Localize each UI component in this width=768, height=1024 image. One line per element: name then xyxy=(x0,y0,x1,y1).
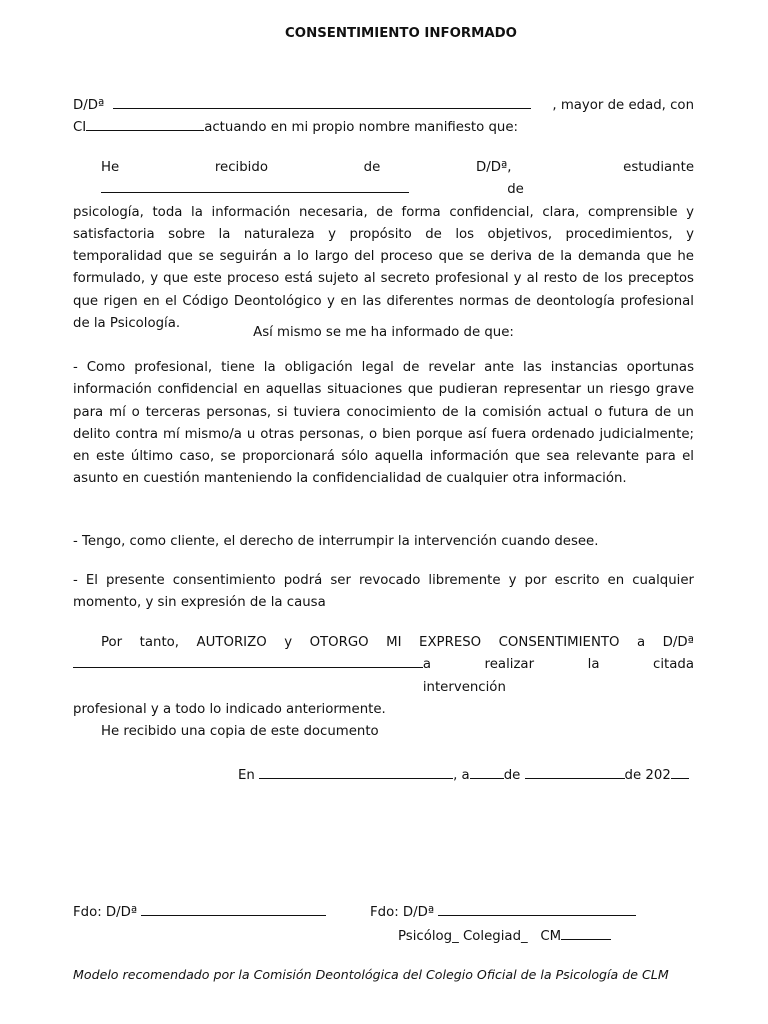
bullet-confidentiality: - Como profesional, tiene la obligación legal de revelar ante las instancias oportunas información confidencial en aquellas situaciones que pudieran representar un riesgo grave para mí o terceras personas, si tuviera conocimiento de la comisión actual o futura de un delito contra mí mismo/a u otras personas, o bien porque así fuera ordenado judicialmente; en este último caso, se proporcionará sólo aquella información que sea relevante para el asunto en cuestión manteniendo la confidencialidad de cualquier otra información. xyxy=(73,360,694,487)
bullet-interrupt-right: - Tengo, como cliente, el derecho de interrumpir la intervención cuando desee. xyxy=(73,534,599,549)
client-name-blank[interactable] xyxy=(113,95,531,109)
copy-received: He recibido una copia de este documento xyxy=(101,724,379,739)
client-signature xyxy=(73,902,326,924)
right-sign-label: Fdo: D/Dª xyxy=(370,905,435,920)
footer-note: Modelo recomendado por la Comisión Deontológica del Colegio Oficial de la Psicología de CLM xyxy=(73,967,669,982)
intro-suffix: , mayor de edad, con xyxy=(552,98,694,113)
auth-word: Por xyxy=(101,635,123,650)
auth-word: tanto, xyxy=(139,635,180,650)
left-sign-label: Fdo: D/Dª xyxy=(73,905,138,920)
auth-word: y xyxy=(284,635,293,650)
paragraph-received-info xyxy=(73,157,694,335)
auth-word: EXPRESO xyxy=(419,635,482,650)
auth-after-blank: a realizar la citada intervención xyxy=(422,657,694,695)
auth-word: CONSENTIMIENTO xyxy=(498,635,620,650)
para1-start: He recibido de D/Dª xyxy=(101,160,508,175)
date-line xyxy=(238,765,689,787)
authorize-paragraph xyxy=(73,632,694,721)
authorized-psychologist-blank[interactable] xyxy=(73,654,423,668)
informed-heading: Así mismo se me ha informado de que: xyxy=(253,325,514,340)
psychologist-signature-blank[interactable] xyxy=(438,902,636,916)
auth-word: OTORGO xyxy=(309,635,369,650)
para1-rest: psicología, toda la información necesaria, de forma confidencial, clara, comprensible y satisfactoria sobre la naturaleza y propósito de los objetivos, procedimientos, y temporalidad que se seguirán a lo largo del proceso que se deriva de la demanda que he formulado, y que este proceso está sujeto al secreto profesional y al resto de los preceptos que rigen en el Código Deontológico y en las diferentes normas de deontología profesional de la Psicología. xyxy=(73,204,694,332)
place-blank[interactable] xyxy=(259,765,453,779)
date-en: En xyxy=(238,768,255,783)
intro-after-ci: actuando en mi propio nombre manifiesto que: xyxy=(204,120,519,136)
intro-paragraph xyxy=(73,95,694,140)
ci-blank[interactable] xyxy=(86,117,204,131)
date-de1: de xyxy=(503,768,521,783)
month-blank[interactable] xyxy=(525,765,625,779)
date-de2: de 202 xyxy=(624,768,671,783)
auth-word: a xyxy=(637,635,646,650)
cm-blank[interactable] xyxy=(561,926,611,940)
year-blank[interactable] xyxy=(671,765,689,779)
psychologist-name-blank[interactable] xyxy=(101,179,409,193)
bullet-revocation: - El presente consentimiento podrá ser revocado libremente y por escrito en cualquier momento, y sin expresión de la causa xyxy=(73,573,694,611)
client-signature-blank[interactable] xyxy=(141,902,326,916)
auth-word: AUTORIZO xyxy=(196,635,267,650)
intro-prefix: D/Dª xyxy=(73,98,105,113)
auth-word: MI xyxy=(386,635,402,650)
psychologist-credentials xyxy=(398,926,611,948)
psychologist-signature xyxy=(370,902,636,924)
psychologist-line-text: Psicólog_ Colegiad_ CM xyxy=(398,929,562,944)
auth-word: D/Dª xyxy=(662,635,694,650)
date-a: , a xyxy=(453,768,470,783)
para1-after-blank: , estudiante de xyxy=(507,160,694,198)
auth-last: profesional y a todo lo indicado anteriormente. xyxy=(73,701,386,717)
ci-label: CI xyxy=(73,120,87,136)
document-title: CONSENTIMIENTO INFORMADO xyxy=(285,26,517,41)
day-blank[interactable] xyxy=(470,765,504,779)
